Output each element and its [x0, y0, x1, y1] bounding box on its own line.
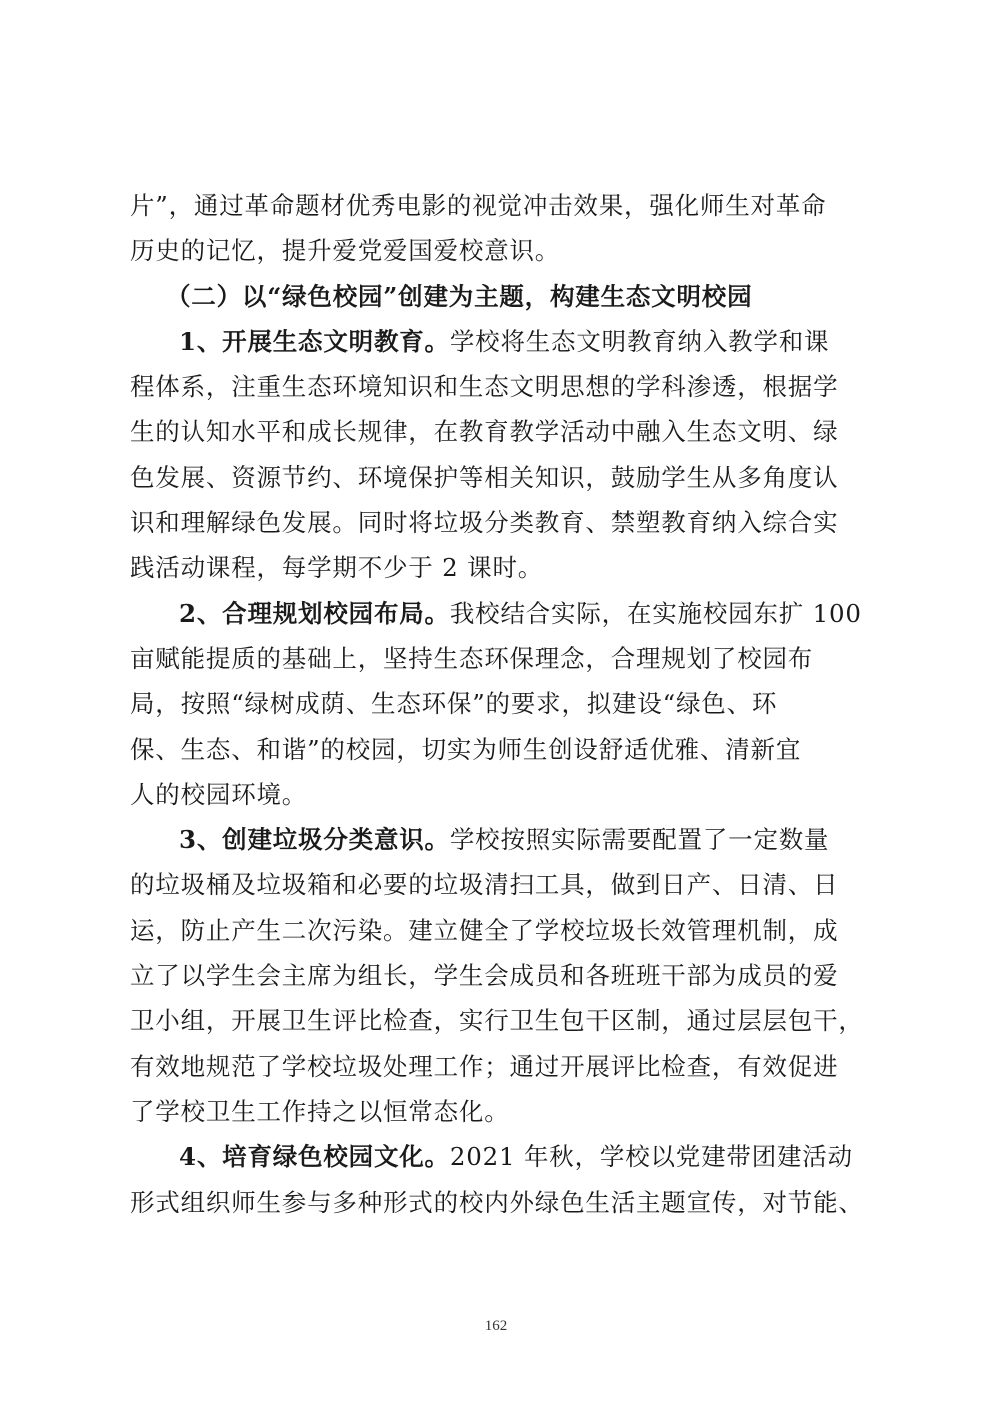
paragraph-heading: 4、培育绿色校园文化。 [179, 1142, 450, 1172]
text-line: 亩赋能提质的基础上，坚持生态环保理念，合理规划了校园布 [130, 643, 814, 673]
section-heading: （二）以“绿色校园”创建为主题，构建生态文明校园 [166, 281, 753, 311]
text-line-content: 学校将生态文明教育纳入教学和课 [449, 326, 830, 356]
text-line: 人的校园环境。 [130, 779, 308, 809]
text-line: 了学校卫生工作持之以恒常态化。 [130, 1096, 510, 1126]
paragraph-start-line [130, 319, 874, 364]
body-text [130, 183, 874, 1225]
text-line: 形式组织师生参与多种形式的校内外绿色生活主题宣传，对节能、 [130, 1187, 864, 1217]
text-line: 生的认知水平和成长规律，在教育教学活动中融入生态文明、绿 [130, 417, 839, 447]
text-line-content: 2021 年秋，学校以党建带团建活动 [449, 1142, 853, 1172]
text-line: 色发展、资源节约、环境保护等相关知识，鼓励学生从多角度认 [130, 462, 839, 492]
text-line: 历史的记忆，提升爱党爱国爱校意识。 [130, 236, 561, 266]
text-line: 识和理解绿色发展。同时将垃圾分类教育、禁塑教育纳入综合实 [130, 508, 839, 538]
text-line: 卫小组，开展卫生评比检查，实行卫生包干区制，通过层层包干， [130, 1006, 864, 1036]
text-line: 运，防止产生二次污染。建立健全了学校垃圾长效管理机制，成 [130, 915, 839, 945]
text-line: 片”，通过革命题材优秀电影的视觉冲击效果，强化师生对革命 [130, 191, 827, 220]
text-line: 程体系，注重生态环境知识和生态文明思想的学科渗透，根据学 [130, 372, 839, 402]
text-line: 的垃圾桶及垃圾箱和必要的垃圾清扫工具，做到日产、日清、日 [130, 870, 839, 900]
text-line-content: 学校按照实际需要配置了一定数量 [449, 825, 830, 855]
paragraph-start-line [130, 591, 874, 636]
page-number: 162 [484, 1318, 508, 1334]
text-line: 有效地规范了学校垃圾处理工作；通过开展评比检查，有效促进 [130, 1051, 839, 1081]
text-line: 立了以学生会主席为组长，学生会成员和各班班干部为成员的爱 [130, 961, 839, 991]
paragraph-start-line [130, 1134, 874, 1179]
text-line: 践活动课程，每学期不少于 2 课时。 [130, 553, 544, 583]
text-line-content: 我校结合实际，在实施校园东扩 100 [449, 598, 862, 628]
paragraph-heading: 1、开展生态文明教育。 [179, 326, 450, 356]
paragraph-heading: 3、创建垃圾分类意识。 [179, 825, 450, 855]
text-line: 保、生态、和谐”的校园，切实为师生创设舒适优雅、清新宜 [130, 734, 802, 764]
text-line: 局，按照“绿树成荫、生态环保”的要求，拟建设“绿色、环 [130, 689, 778, 719]
paragraph-start-line [130, 817, 874, 862]
paragraph-heading: 2、合理规划校园布局。 [179, 598, 450, 628]
